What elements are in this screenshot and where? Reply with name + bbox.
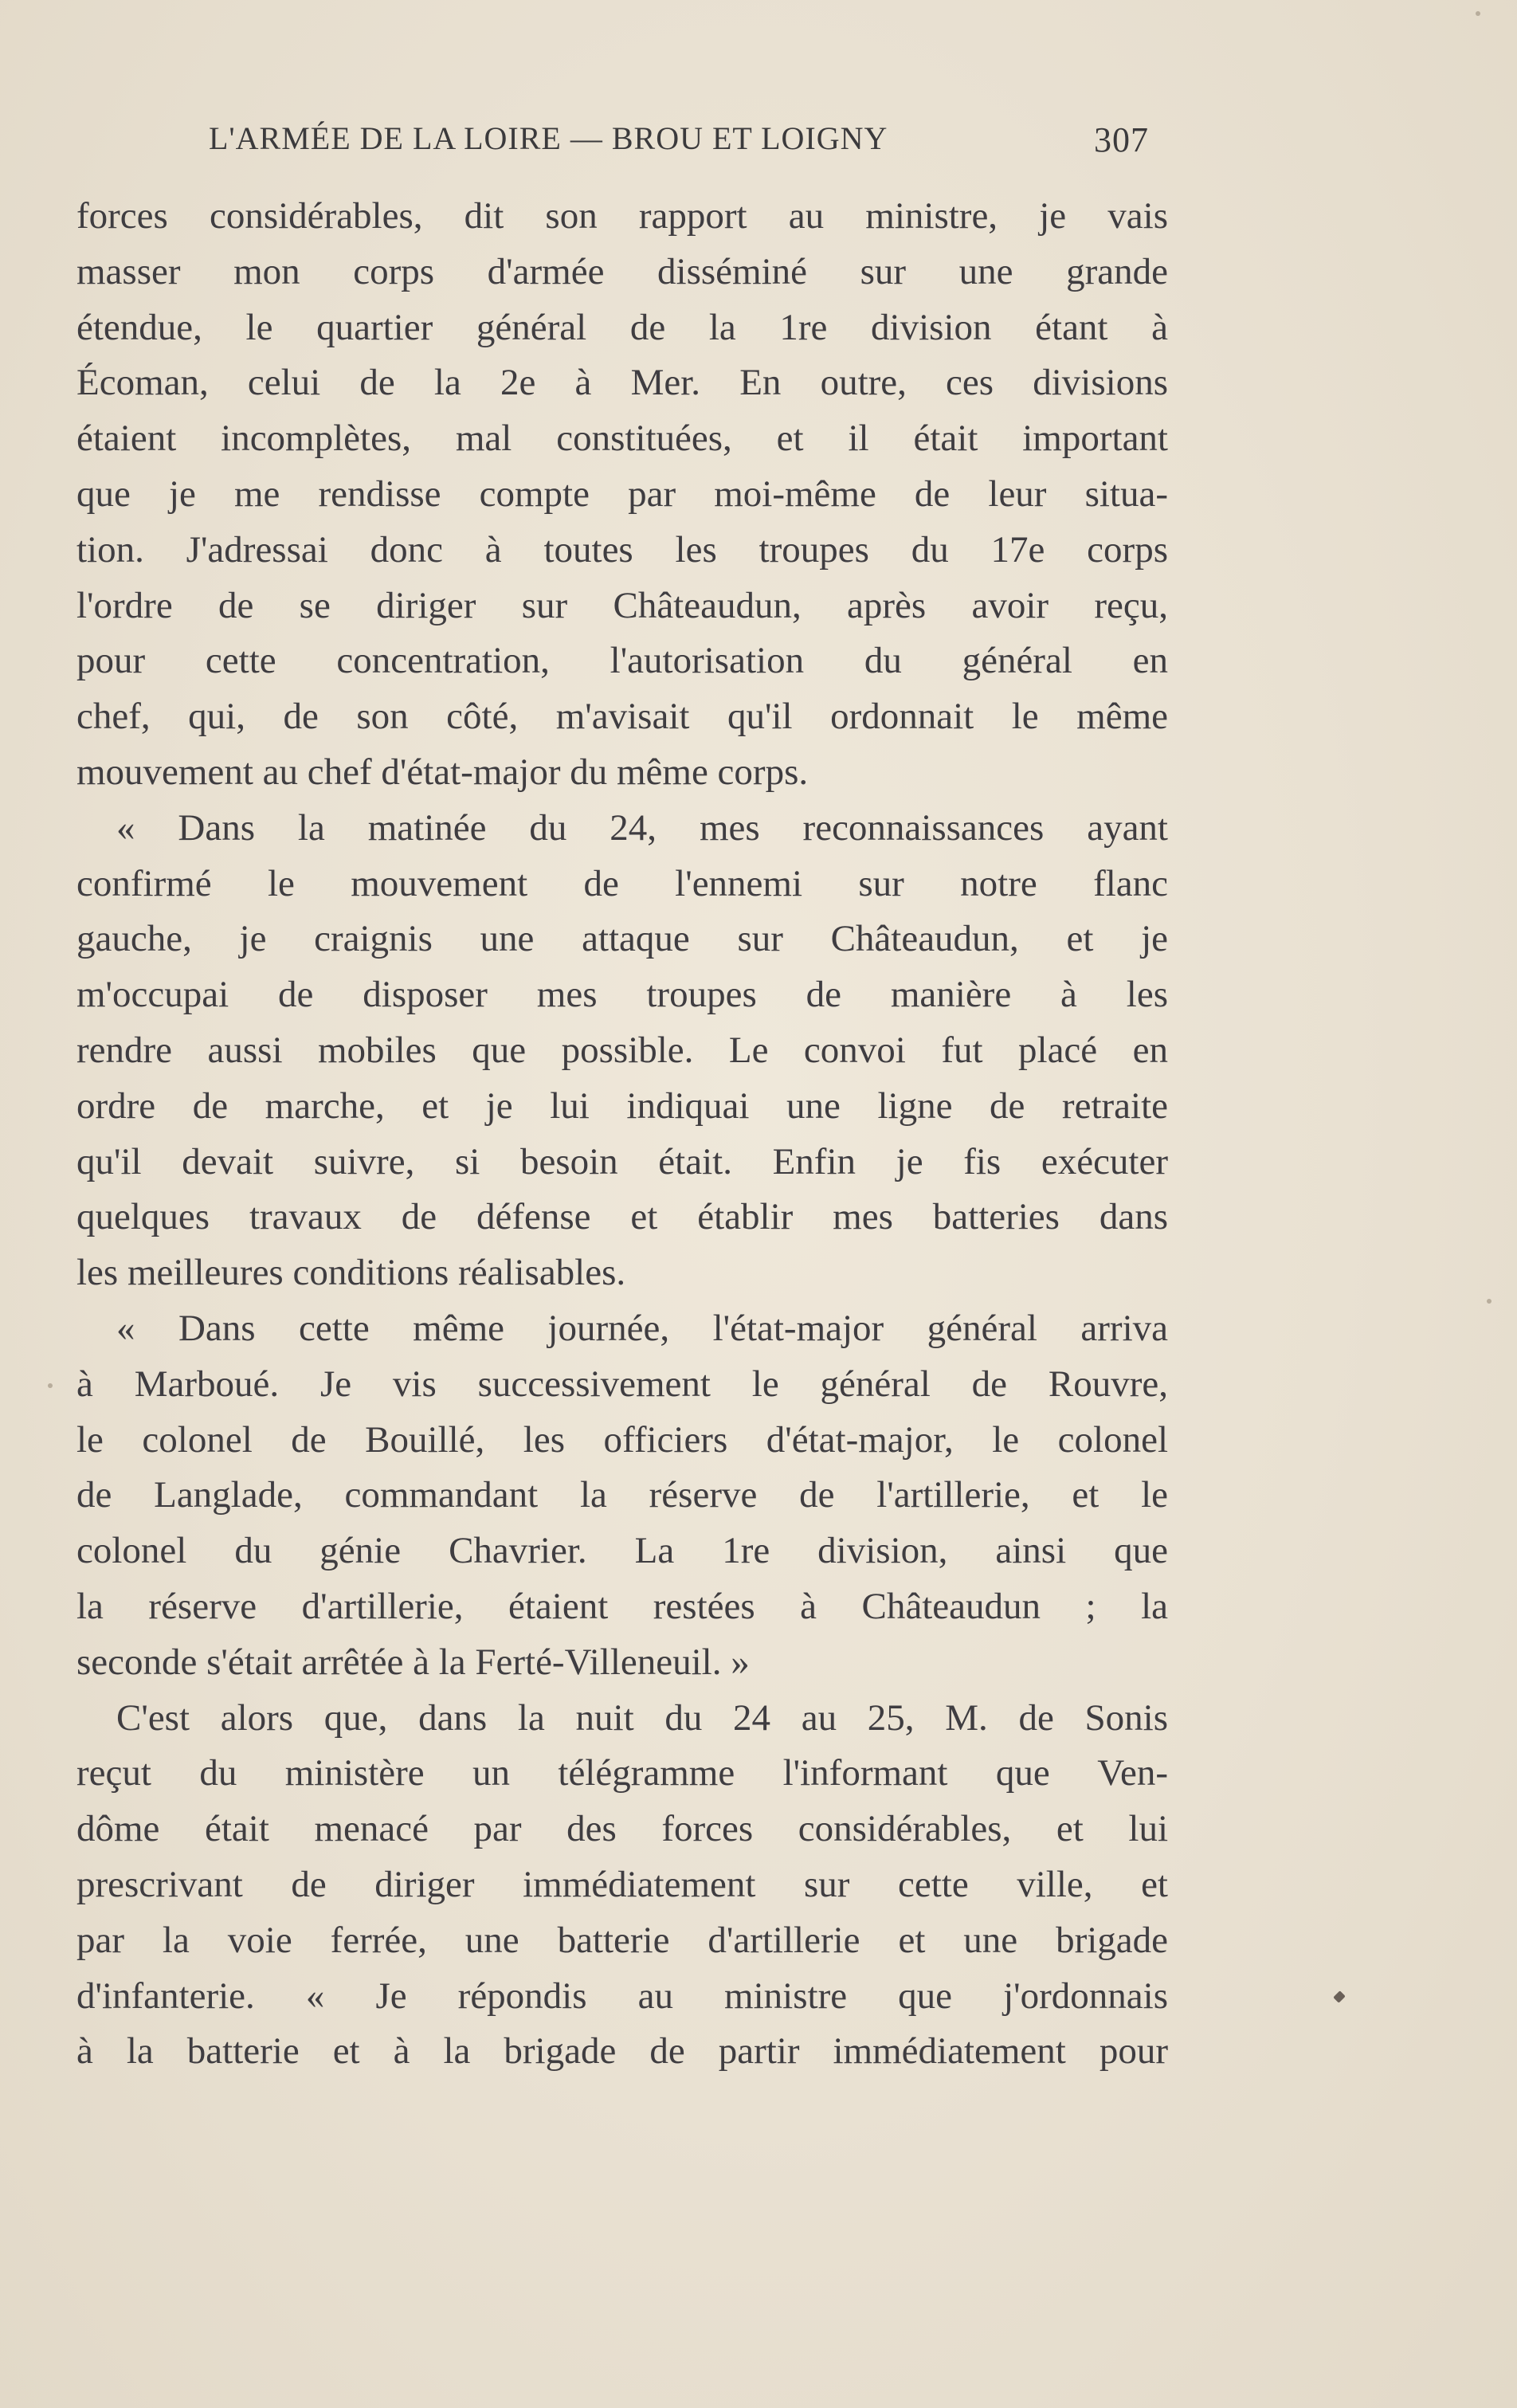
text-line: prescrivant de diriger immédiatement sur cette ville, et	[76, 1863, 1168, 1905]
text-line: tion. J'adressai donc à toutes les troupes du 17e corps	[76, 528, 1168, 571]
text-line: confirmé le mouvement de l'ennemi sur notre flanc	[76, 862, 1168, 904]
text-line: par la voie ferrée, une batterie d'artillerie et une brigade	[76, 1919, 1168, 1961]
paper-speck	[1487, 1299, 1492, 1304]
text-line: seconde s'était arrêtée à la Ferté-Villeneuil. »	[76, 1641, 750, 1683]
text-line: d'infanterie. « Je répondis au ministre que j'ordonnais	[76, 1975, 1168, 2017]
text-line: forces considérables, dit son rapport au ministre, je vais	[76, 195, 1168, 237]
running-title: L'ARMÉE DE LA LOIRE — BROU ET LOIGNY	[209, 120, 888, 156]
text-line: gauche, je craignis une attaque sur Châteaudun, et je	[76, 918, 1168, 960]
page-number: 307	[1094, 120, 1149, 159]
text-line: chef, qui, de son côté, m'avisait qu'il ordonnait le même	[76, 696, 1168, 738]
text-line: l'ordre de se diriger sur Châteaudun, après avoir reçu,	[76, 584, 1168, 626]
text-line: les meilleures conditions réalisables.	[76, 1252, 626, 1294]
body-text	[76, 189, 1168, 2080]
text-line: « Dans la matinée du 24, mes reconnaissances ayant	[116, 806, 1168, 849]
text-line: que je me rendisse compte par moi-même de leur situa-	[76, 473, 1168, 515]
text-line: quelques travaux de défense et établir mes batteries dans	[76, 1196, 1168, 1238]
text-line: à la batterie et à la brigade de partir immédiatement pour	[76, 2030, 1168, 2073]
running-head	[209, 120, 1149, 167]
text-line: étaient incomplètes, mal constituées, et il était important	[76, 418, 1168, 460]
text-line: la réserve d'artillerie, étaient restées à Châteaudun ; la	[76, 1585, 1168, 1627]
text-line: rendre aussi mobiles que possible. Le convoi fut placé en	[76, 1029, 1168, 1071]
ink-mark	[1333, 1990, 1346, 2003]
text-line: Écoman, celui de la 2e à Mer. En outre, ces divisions	[76, 362, 1168, 404]
text-line: reçut du ministère un télégramme l'informant que Ven-	[76, 1752, 1168, 1794]
text-line: de Langlade, commandant la réserve de l'artillerie, et le	[76, 1474, 1168, 1516]
text-line: m'occupai de disposer mes troupes de manière à les	[76, 974, 1168, 1016]
text-line: C'est alors que, dans la nuit du 24 au 25, M. de Sonis	[116, 1696, 1168, 1739]
text-line: à Marboué. Je vis successivement le général de Rouvre,	[76, 1363, 1168, 1405]
text-line: « Dans cette même journée, l'état-major général arriva	[116, 1307, 1168, 1349]
text-line: qu'il devait suivre, si besoin était. Enfin je fis exécuter	[76, 1140, 1168, 1182]
text-line: pour cette concentration, l'autorisation du général en	[76, 640, 1168, 682]
paper-speck	[48, 1383, 53, 1388]
text-line: mouvement au chef d'état-major du même corps.	[76, 751, 809, 793]
text-line: dôme était menacé par des forces considérables, et lui	[76, 1808, 1168, 1850]
text-line: étendue, le quartier général de la 1re division étant à	[76, 306, 1168, 348]
text-line: masser mon corps d'armée disséminé sur une grande	[76, 250, 1168, 292]
text-line: colonel du génie Chavrier. La 1re division, ainsi que	[76, 1530, 1168, 1572]
paper-speck	[1476, 11, 1480, 16]
text-line: le colonel de Bouillé, les officiers d'état-major, le colonel	[76, 1418, 1168, 1461]
text-line: ordre de marche, et je lui indiquai une ligne de retraite	[76, 1084, 1168, 1127]
